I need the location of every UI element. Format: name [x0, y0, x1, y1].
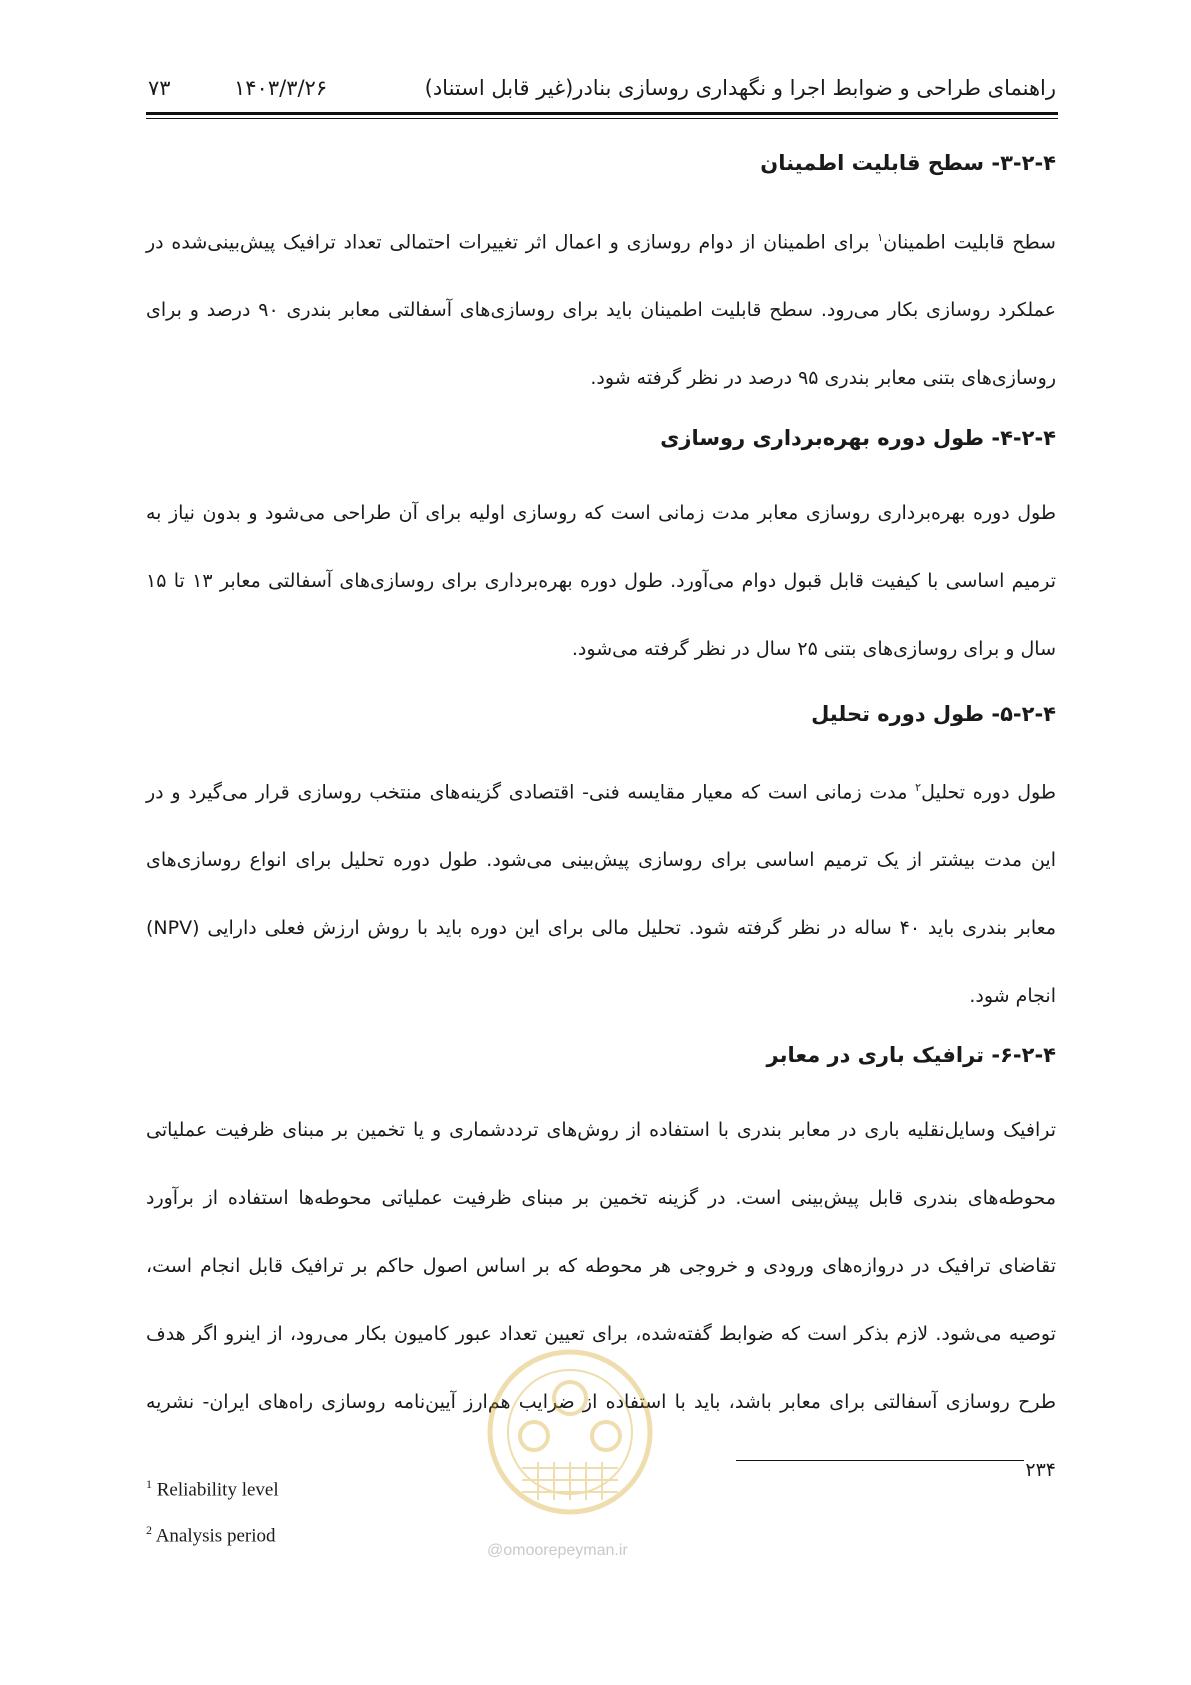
footnote-mark: 1	[146, 1477, 152, 1491]
section-paragraph	[146, 754, 1056, 1030]
paragraph-text: طول دوره تحلیل	[921, 781, 1056, 804]
section-heading: ۶-۲-۴- ترافیک باری در معابر	[766, 1043, 1056, 1067]
footnote-rule	[736, 1460, 1024, 1461]
section-paragraph: طول دوره بهره‌برداری روسازی معابر مدت زمانی است که روسازی اولیه برای آن طراحی می‌شود و بدون نیاز به ترمیم اساسی با کیفیت قابل قبول دوام می‌آورد. طول دوره بهره‌برداری برای روسازی‌های آسفالتی معابر ۱۳ تا ۱۵ سال و برای روسازی‌های بتنی ۲۵ سال در نظر گرفته می‌شود.	[146, 502, 1057, 660]
footnote-mark: 2	[146, 1523, 152, 1538]
footnote-text: Analysis period	[152, 1525, 276, 1547]
footnotes	[146, 1464, 279, 1557]
section-paragraph	[146, 204, 1056, 412]
header-rule-thin	[146, 118, 1058, 119]
header-rule-thick	[146, 112, 1058, 115]
section-heading: ۴-۲-۴- طول دوره بهره‌برداری روسازی	[660, 426, 1056, 450]
omoor-peyman-seal-icon	[482, 1336, 658, 1536]
footnote-item	[146, 1464, 279, 1510]
header-title: راهنمای طراحی و ضوابط اجرا و نگهداری روسازی بنادر(غیر قابل استناد)	[424, 76, 1056, 100]
footnote-ref: ۲	[915, 781, 922, 794]
section-heading: ۵-۲-۴- طول دوره تحلیل	[811, 702, 1056, 726]
paragraph-text: مدت زمانی است که معیار مقایسه فنی- اقتصادی گزینه‌های منتخب روسازی قرار می‌گیرد و در این مدت بیشتر از یک ترمیم اساسی برای روسازی پیش‌بینی می‌شود. طول دوره تحلیل برای انواع روسازی‌های معابر بندری باید ۴۰ ساله در نظر گرفته شود. تحلیل مالی برای این دوره باید با روش ارزش فعلی دارایی (NPV) انجام شود.	[146, 781, 1056, 1008]
footnote-item	[146, 1510, 279, 1556]
paragraph-text: سطح قابلیت اطمینان	[883, 231, 1056, 254]
page-number: ۷۳	[148, 76, 171, 100]
paragraph-text: برای اطمینان از دوام روسازی و اعمال اثر تغییرات احتمالی تعداد ترافیک پیش‌بینی‌شده در عملکرد روسازی بکار می‌رود. سطح قابلیت اطمینان باید برای روسازی‌های آسفالتی معابر بندری ۹۰ درصد و برای روسازی‌های بتنی معابر بندری ۹۵ درصد در نظر گرفته شود.	[146, 231, 1056, 390]
section-heading: ۳-۲-۴- سطح قابلیت اطمینان	[760, 151, 1056, 175]
footnote-ref: ۱	[877, 231, 884, 244]
page-header	[148, 76, 1056, 110]
footnote-text: Reliability level	[152, 1479, 279, 1501]
header-date: ۱۴۰۳/۳/۲۶	[234, 76, 328, 100]
section-paragraph: ترافیک وسایل‌نقلیه باری در معابر بندری با استفاده از روش‌های ترددشماری و یا تخمین بر مبنای ظرفیت عملیاتی محوطه‌های بندری قابل پیش‌بینی است. در گزینه تخمین بر مبنای ظرفیت عملیاتی محوطه‌ها استفاده از برآورد تقاضای ترافیک در دروازه‌های ورودی و خروجی هر محوطه که بر اساس اصول حاکم بر ترافیک قابل انجام است، توصیه می‌شود. لازم بذکر است که ضوابط گفته‌شده، برای تعیین تعداد عبور کامیون بکار می‌رود، از اینرو اگر هدف طرح روسازی آسفالتی برای معابر باشد، باید با استفاده از ضرایب هم‌ارز آیین‌نامه روسازی راه‌های ایران- نشریه ۲۳۴	[146, 1119, 1056, 1481]
watermark-site: @omoorepeyman.ir	[487, 1542, 628, 1559]
